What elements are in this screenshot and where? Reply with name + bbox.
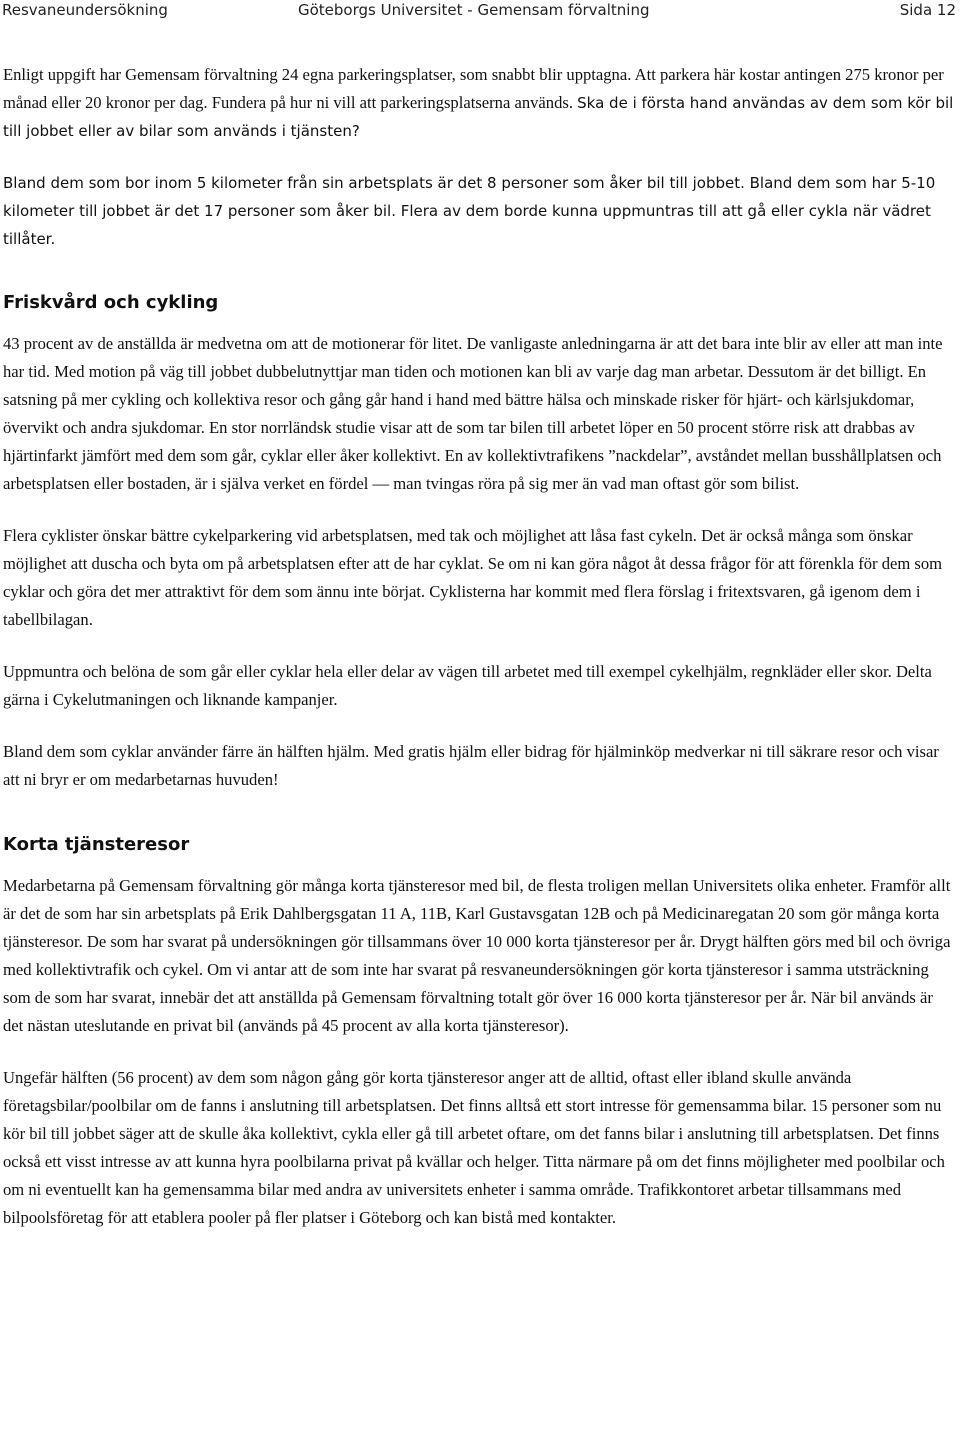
- page-header: [0, 0, 960, 24]
- paragraph-business-trips: Medarbetarna på Gemensam förvaltning gör många korta tjänsteresor med bil, de flesta troligen mellan Universitets olika enheter. Framför allt är det de som har sin arbetsplats på Erik Dahlbergsgatan 11 A, 11B, Karl Gustavsgatan 12B och på Medicinaregatan 20 som gör många korta tjänsteresor. De som har svarat på undersökningen gör tillsammans över 10 000 korta tjänsteresor per år. Drygt hälften görs med bil och övriga med kollektivtrafik och cykel. Om vi antar att de som inte har svarat på resvaneundersökningen gör korta tjänsteresor i samma utsträckning som de som har svarat, innebär det att anställda på Gemensam förvaltning totalt gör över 16 000 korta tjänsteresor per år. När bil används är det nästan uteslutande en privat bil (används på 45 procent av alla korta tjänsteresor).: [3, 876, 951, 1035]
- header-page-number: Sida 12: [899, 1, 956, 19]
- paragraph-bike-parking: Flera cyklister önskar bättre cykelparkering vid arbetsplatsen, med tak och möjlighet att låsa fast cykeln. Det är också många som önskar möjlighet att duscha och byta om på arbetsplatsen efter att de har cyklat. Se om ni kan göra något åt dessa frågor för att förenkla för dem som cyklar och göra det mer attraktivt för dem som ännu inte börjat. Cyklisterna har kommit med flera förslag i fritextsvaren, gå igenom dem i tabellbilagan.: [3, 526, 943, 629]
- paragraph-encourage: Uppmuntra och belöna de som går eller cyklar hela eller delar av vägen till arbetet med till exempel cykelhjälm, regnkläder eller skor. Delta gärna i Cykelutmaningen och liknande kampanjer.: [3, 662, 932, 709]
- paragraph-parking: [3, 61, 955, 145]
- heading-short-business-trips: Korta tjänsteresor: [3, 834, 190, 855]
- header-organization: Göteborgs Universitet - Gemensam förvaltning: [298, 1, 650, 19]
- paragraph-pool-cars: Ungefär hälften (56 procent) av dem som någon gång gör korta tjänsteresor anger att de alltid, oftast eller ibland skulle använda företagsbilar/poolbilar om de fanns i anslutning till arbetsplatsen. Det finns alltså ett stort intresse för gemensamma bilar. 15 personer som nu kör bil till jobbet säger att de skulle åka kollektivt, cykla eller gå till arbetet oftare, om det fanns bilar i anslutning till arbetsplatsen. Det finns också ett visst intresse av att kunna hyra poolbilarna privat på kvällar och helger. Titta närmare på om det finns möjligheter med poolbilar och om ni eventuellt kan ha gemensamma bilar med andra av universitets enheter i samma område. Trafikkontoret arbetar tillsammans med bilpoolsföretag för att etablera pooler på fler platser i Göteborg och kan bistå med kontakter.: [3, 1068, 945, 1227]
- paragraph-short-commute: [3, 169, 955, 253]
- document-body: [3, 61, 955, 1232]
- paragraph-short-commute-text: Bland dem som bor inom 5 kilometer från sin arbetsplats är det 8 personer som åker bil till jobbet. Bland dem som har 5-10 kilometer till jobbet är det 17 personer som åker bil. Flera av dem borde kunna uppmuntras till att gå eller cykla när vädret tillåter.: [3, 174, 936, 248]
- paragraph-exercise: 43 procent av de anställda är medvetna om att de motionerar för litet. De vanligaste anledningarna är att det bara inte blir av eller att man inte har tid. Med motion på väg till jobbet dubbelutnyttjar man tiden och motionen kan bli av varje dag man arbetar. Dessutom är det billigt. En satsning på mer cykling och kollektiva resor och gång går hand i hand med bättre hälsa och minskade risker för hjärt- och kärlsjukdomar, övervikt och andra sjukdomar. En stor norrländsk studie visar att de som tar bilen till arbetet löper en 50 procent större risk att drabbas av hjärtinfarkt jämfört med dem som går, cyklar eller åker kollektivt. En av kollektivtrafikens ”nackdelar”, avståndet mellan busshållplatsen och arbetsplatsen eller bostaden, är i själva verket en fördel — man tvingas röra på sig mer än vad man oftast gör som bilist.: [3, 334, 943, 493]
- paragraph-parking-intro: Enligt uppgift har Gemensam förvaltning 24 egna parkeringsplatser, som snabbt blir upptagna. Att parkera här kostar antingen 275 kronor per månad eller 20 kronor per dag. Fundera på hur ni vill att parkeringsplatserna används.: [3, 65, 944, 112]
- paragraph-parking-question: Ska de i första hand användas av dem som kör bil till jobbet eller av bilar som används i tjänsten?: [3, 94, 954, 140]
- paragraph-helmets: Bland dem som cyklar använder färre än hälften hjälm. Med gratis hjälm eller bidrag för hjälminköp medverkar ni till säkrare resor och visar att ni bryr er om medarbetarnas huvuden!: [3, 742, 939, 789]
- header-document-title: Resvaneundersökning: [2, 1, 168, 19]
- heading-health-cycling: Friskvård och cykling: [3, 292, 219, 313]
